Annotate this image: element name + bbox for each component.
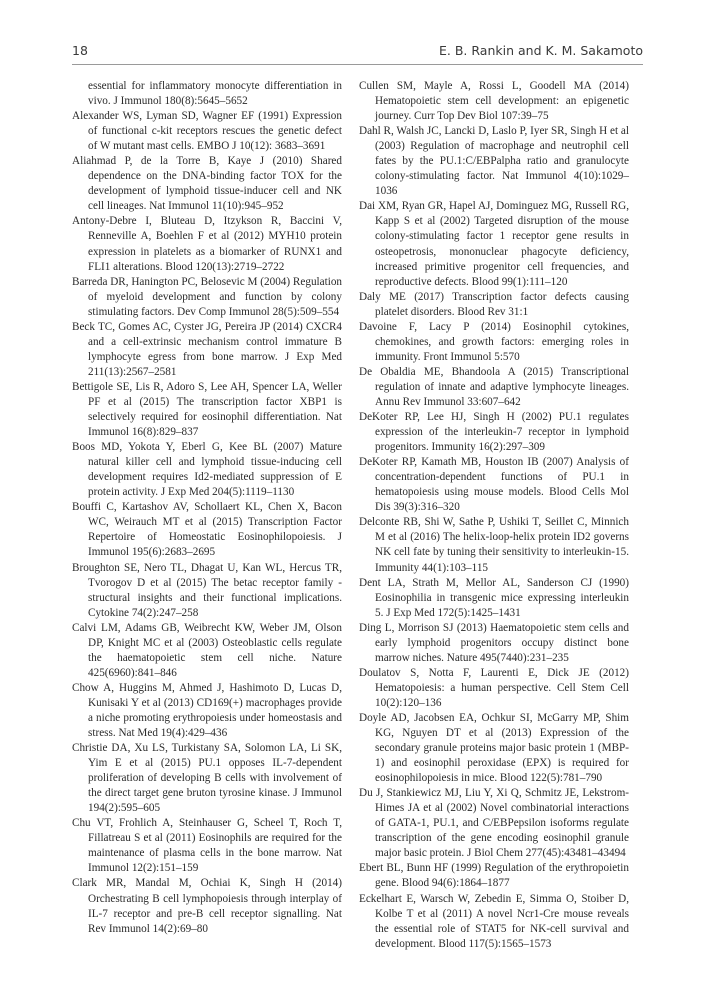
running-head-authors: E. B. Rankin and K. M. Sakamoto — [439, 43, 643, 58]
reference-entry: Chu VT, Frohlich A, Steinhauser G, Scheel T, Roch T, Fillatreau S et al (2011) Eosinophils are required for the maintenance of plasma cells in the bone marrow. Nat Immunol 12(2):151–159 — [72, 817, 342, 875]
reference-entry: Delconte RB, Shi W, Sathe P, Ushiki T, Seillet C, Minnich M et al (2016) The helix-loop-helix protein ID2 governs NK cell fate by tuning their sensitivity to interleukin-15. Immunity 44(1):103–115 — [359, 516, 629, 574]
reference-entry: Davoine F, Lacy P (2014) Eosinophil cytokines, chemokines, and growth factors: emerging roles in immunity. Front Immunol 5:570 — [359, 320, 629, 363]
reference-entry: essential for inflammatory monocyte differentiation in vivo. J Immunol 180(8):5645–5652 — [88, 80, 342, 108]
reference-entry: Beck TC, Gomes AC, Cyster JG, Pereira JP (2014) CXCR4 and a cell-extrinsic mechanism control immature B lymphocyte egress from bone marrow. J Exp Med 211(13):2567–2581 — [72, 320, 342, 378]
reference-entry: Ebert BL, Bunn HF (1999) Regulation of the erythropoietin gene. Blood 94(6):1864–1877 — [359, 862, 629, 890]
reference-entry: Boos MD, Yokota Y, Eberl G, Kee BL (2007) Mature natural killer cell and lymphoid tissue-inducing cell development requires Id2-mediated suppression of E protein activity. J Exp Med 204(5):1119–1130 — [72, 441, 342, 499]
page-header — [72, 42, 643, 64]
reference-entry: Chow A, Huggins M, Ahmed J, Hashimoto D, Lucas D, Kunisaki Y et al (2013) CD169(+) macrophages provide a niche promoting erythropoiesis under homeostasis and stress. Nat Med 19(4):429–436 — [72, 681, 342, 740]
reference-entry: Cullen SM, Mayle A, Rossi L, Goodell MA (2014) Hematopoietic stem cell development: an epigenetic journey. Curr Top Dev Biol 107:39–75 — [359, 80, 629, 123]
reference-entry: Dahl R, Walsh JC, Lancki D, Laslo P, Iyer SR, Singh H et al (2003) Regulation of macrophage and neutrophil cell fates by the PU.1:C/EBPalpha ratio and granulocyte colony-stimulating factor. Nat Immunol 4(10):1029–1036 — [359, 125, 629, 198]
reference-entry: Bettigole SE, Lis R, Adoro S, Lee AH, Spencer LA, Weller PF et al (2015) The transcription factor XBP1 is selectively required for eosinophil differentiation. Nat Immunol 16(8):829–837 — [72, 380, 342, 439]
header-rule — [72, 64, 643, 65]
reference-entry: Clark MR, Mandal M, Ochiai K, Singh H (2014) Orchestrating B cell lymphopoiesis through interplay of IL-7 receptor and pre-B cell receptor signalling. Nat Rev Immunol 14(2):69–80 — [72, 877, 342, 935]
reference-entry: Antony-Debre I, Bluteau D, Itzykson R, Baccini V, Renneville A, Boehlen F et al (2012) MYH10 protein expression in platelets as a biomarker of RUNX1 and FLI1 alterations. Blood 120(13):2719–2722 — [72, 215, 342, 273]
page-number: 18 — [72, 43, 88, 58]
reference-entry: Eckelhart E, Warsch W, Zebedin E, Simma O, Stoiber D, Kolbe T et al (2011) A novel Ncr1-Cre mouse reveals the essential role of STAT5 for NK-cell survival and development. Blood 117(5):1565–1573 — [359, 892, 629, 950]
reference-entry: Ding L, Morrison SJ (2013) Haematopoietic stem cells and early lymphoid progenitors occupy distinct bone marrow niches. Nature 495(7440):231–235 — [359, 621, 629, 664]
reference-entry: De Obaldia ME, Bhandoola A (2015) Transcriptional regulation of innate and adaptive lymphocyte lineages. Annu Rev Immunol 33:607–642 — [359, 365, 629, 408]
reference-entry: Barreda DR, Hanington PC, Belosevic M (2004) Regulation of myeloid development and function by colony stimulating factors. Dev Comp Immunol 28(5):509–554 — [72, 275, 343, 318]
references-left-column — [72, 79, 342, 937]
reference-entry: DeKoter RP, Lee HJ, Singh H (2002) PU.1 regulates expression of the interleukin-7 receptor in lymphoid progenitors. Immunity 16(2):297–309 — [359, 411, 629, 454]
reference-entry: Bouffi C, Kartashov AV, Schollaert KL, Chen X, Bacon WC, Weirauch MT et al (2015) Transcription Factor Repertoire of Homeostatic Eosinophilopoiesis. J Immunol 195(6):2683–2695 — [72, 501, 342, 559]
reference-entry: Alexander WS, Lyman SD, Wagner EF (1991) Expression of functional c-kit receptors rescues the genetic defect of W mutant mast cells. EMBO J 10(12): 3683–3691 — [72, 110, 342, 153]
reference-entry: Christie DA, Xu LS, Turkistany SA, Solomon LA, Li SK, Yim E et al (2015) PU.1 opposes IL-7-dependent proliferation of developing B cells with involvement of the direct target gene bruton tyrosine kinase. J Immunol 194(2):595–605 — [72, 742, 342, 815]
reference-entry: Doulatov S, Notta F, Laurenti E, Dick JE (2012) Hematopoiesis: a human perspective. Cell Stem Cell 10(2):120–136 — [359, 666, 629, 709]
reference-entry: Dent LA, Strath M, Mellor AL, Sanderson CJ (1990) Eosinophilia in transgenic mice expressing interleukin 5. J Exp Med 172(5):1425–1431 — [359, 576, 629, 619]
reference-entry: Du J, Stankiewicz MJ, Liu Y, Xi Q, Schmitz JE, Lekstrom-Himes JA et al (2002) Novel combinatorial interactions of GATA-1, PU.1, and C/EBPepsilon isoforms regulate transcription of the gene encoding eosinophil granule major basic protein. J Biol Chem 277(45):43481–43494 — [359, 787, 629, 860]
reference-entry: Dai XM, Ryan GR, Hapel AJ, Dominguez MG, Russell RG, Kapp S et al (2002) Targeted disruption of the mouse colony-stimulating factor 1 receptor gene results in osteopetrosis, mononuclear phagocyte deficiency, increased primitive progenitor cell frequencies, and reproductive defects. Blood 99(1):111–120 — [359, 200, 629, 288]
reference-entry: Doyle AD, Jacobsen EA, Ochkur SI, McGarry MP, Shim KG, Nguyen DT et al (2013) Expression of the secondary granule proteins major basic protein 1 (MBP-1) and eosinophil peroxidase (EPX) is required for eosinophilopoiesis in mice. Blood 122(5):781–790 — [359, 711, 629, 785]
reference-entry: Daly ME (2017) Transcription factor defects causing platelet disorders. Blood Rev 31:1 — [359, 290, 629, 318]
references-right-column — [359, 79, 629, 952]
reference-entry: Calvi LM, Adams GB, Weibrecht KW, Weber JM, Olson DP, Knight MC et al (2003) Osteoblastic cells regulate the haematopoietic stem cell niche. Nature 425(6960):841–846 — [72, 621, 342, 679]
reference-entry: Aliahmad P, de la Torre B, Kaye J (2010) Shared dependence on the DNA-binding factor TOX for the development of lymphoid tissue-inducer cell and NK cell lineages. Nat Immunol 11(10):945–952 — [72, 155, 342, 213]
reference-entry: DeKoter RP, Kamath MB, Houston IB (2007) Analysis of concentration-dependent functions of PU.1 in hematopoiesis using mouse models. Blood Cells Mol Dis 39(3):316–320 — [359, 456, 629, 514]
reference-entry: Broughton SE, Nero TL, Dhagat U, Kan WL, Hercus TR, Tvorogov D et al (2015) The betac receptor family - structural insights and their functional implications. Cytokine 74(2):247–258 — [72, 561, 342, 619]
